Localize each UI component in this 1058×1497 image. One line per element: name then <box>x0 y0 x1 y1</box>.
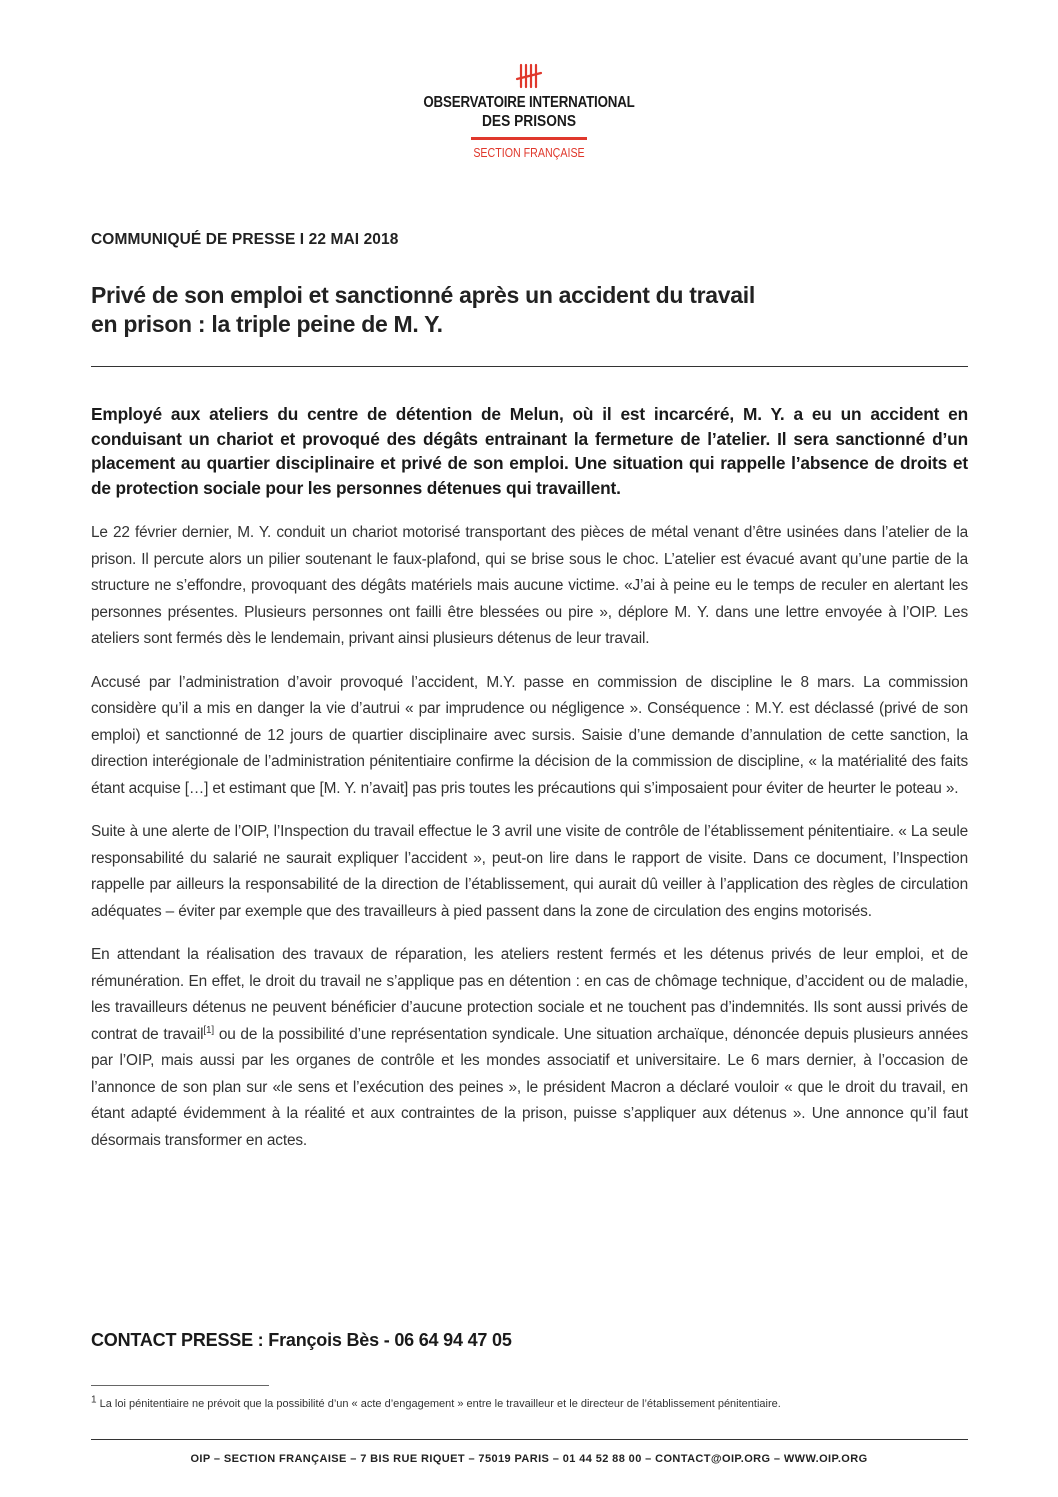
body-paragraph-4 <box>91 942 968 1154</box>
footer-divider <box>91 1439 968 1440</box>
footnote-reference[interactable]: [1] <box>203 1024 215 1036</box>
footnote-divider <box>91 1385 269 1386</box>
oip-logo <box>0 62 1058 160</box>
title-divider <box>91 366 968 367</box>
footer-address: OIP – SECTION FRANÇAISE – 7 BIS RUE RIQUET – 75019 PARIS – 01 44 52 88 00 – CONTACT@OIP.ORG – WWW.OIP.ORG <box>190 1453 868 1465</box>
press-release-date: COMMUNIQUÉ DE PRESSE I 22 MAI 2018 <box>91 231 399 248</box>
tally-marks-icon <box>514 62 544 90</box>
footnote-text: La loi pénitentiaire ne prévoit que la possibilité d’un « acte d’engagement » entre le travailleur et le directeur de l’établissement pénitentiaire. <box>96 1398 781 1410</box>
paragraph-4-part-1: En attendant la réalisation des travaux de réparation, les ateliers restent fermés et les détenus privés de leur emploi, et de rémunération. En effet, le droit du travail ne s’applique pas en détention : en cas de chômage technique, d’accident ou de maladie, les travailleurs détenus ne peuvent bénéficier d’aucune protection sociale et ne touchent pas d’indemnités. Ils sont aussi privés de contrat de travail <box>91 946 968 1043</box>
article-body <box>91 520 968 1171</box>
press-contact: CONTACT PRESSE : François Bès - 06 64 94 47 05 <box>91 1330 512 1350</box>
page-title <box>91 281 968 339</box>
logo-divider <box>471 137 587 140</box>
logo-title: OBSERVATOIRE INTERNATIONAL <box>423 94 635 111</box>
logo-section: SECTION FRANÇAISE <box>473 145 585 160</box>
body-paragraph-1: Le 22 février dernier, M. Y. conduit un chariot motorisé transportant des pièces de métal venant d’être usinées dans l’atelier de la prison. Il percute alors un pilier soutenant le faux-plafond, qui se brise sous le choc. L’atelier est évacué avant qu’une partie de la structure ne s’effondre, provoquant des dégâts matériels mais aucune victime. «J’ai à peine eu le temps de reculer en alertant les personnes présentes. Plusieurs personnes ont failli être blessées ou pire », déplore M. Y. dans une lettre envoyée à l’OIP. Les ateliers sont fermés dès le lendemain, privant ainsi plusieurs détenus de leur travail. <box>91 524 968 647</box>
body-paragraph-2: Accusé par l’administration d’avoir provoqué l’accident, M.Y. passe en commission de discipline le 8 mars. La commission considère qu’il a mis en danger la vie d’autrui « par imprudence ou négligence ». Conséquence : M.Y. est déclassé (privé de son emploi) et sanctionné de 12 jours de quartier disciplinaire avec sursis. Saisie d’une demande d’annulation de cette sanction, la direction interégionale de l’administration pénitentiaire confirme la décision de la commission de discipline, « la matérialité des faits étant acquise […] et estimant que [M. Y. n’avait] pas pris toutes les précautions qui s’imposaient pour éviter de heurter le poteau ». <box>91 673 968 797</box>
lead-paragraph: Employé aux ateliers du centre de détention de Melun, où il est incarcéré, M. Y. a eu un accident en conduisant un chariot et provoqué des dégâts entrainant la fermeture de l’atelier. Il sera sanctionné d’un placement au quartier disciplinaire et privé de son emploi. Une situation qui rappelle l’absence de droits et de protection sociale pour les personnes détenues qui travaillent. <box>91 404 968 498</box>
title-line-2: en prison : la triple peine de M. Y. <box>91 311 443 337</box>
footnote-number: 1 <box>91 1394 97 1406</box>
footnote <box>91 1396 968 1412</box>
logo-subtitle: DES PRISONS <box>481 113 577 130</box>
body-paragraph-3: Suite à une alerte de l’OIP, l’Inspection du travail effectue le 3 avril une visite de contrôle de l’établissement pénitentiaire. « La seule responsabilité du salarié ne saurait expliquer l’accident », peut-on lire dans le rapport de visite. Dans ce document, l’Inspection rappelle par ailleurs la responsabilité de la direction de l’établissement, qui aurait dû veiller à l’application des règles de circulation adéquates – éviter par exemple que des travailleurs à pied passent dans la zone de circulation des engins motorisés. <box>91 823 968 920</box>
title-line-1: Privé de son emploi et sanctionné après un accident du travail <box>91 282 755 308</box>
paragraph-4-part-2: ou de la possibilité d’une représentation syndicale. Une situation archaïque, dénoncée depuis plusieurs années par l’OIP, mais aussi par les organes de contrôle et les mondes associatif et universitaire. Le 6 mars dernier, à l’occasion de l’annonce de son plan sur «le sens et l’exécution des peines », le président Macron a déclaré vouloir « que le droit du travail, en étant adapté évidemment à la réalité et aux contraintes de la prison, puisse s’appliquer aux détenus ». Une annonce qu’il faut désormais transformer en actes. <box>91 1025 969 1149</box>
